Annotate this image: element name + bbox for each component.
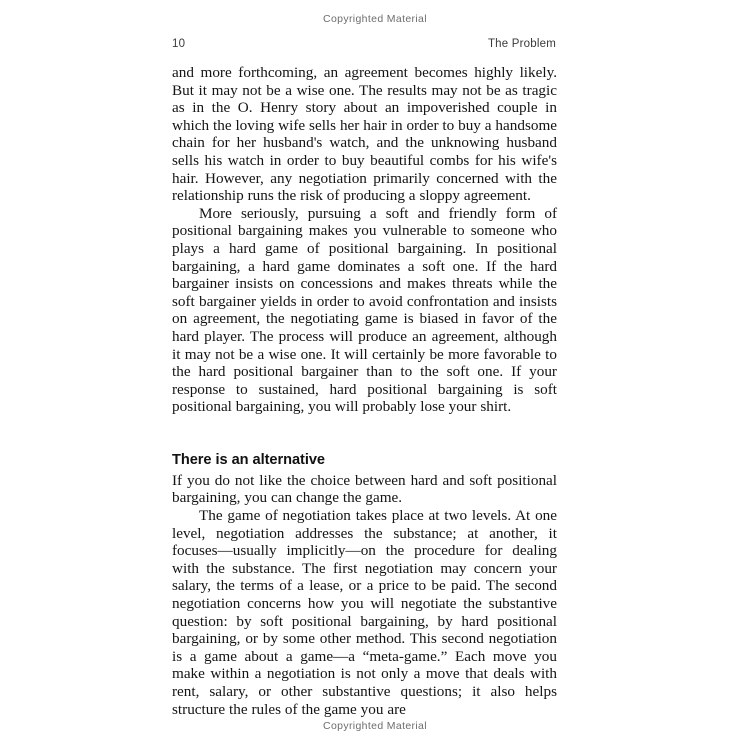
heading-spacer — [172, 416, 557, 451]
copyright-watermark-bottom: Copyrighted Material — [323, 720, 427, 732]
copyright-watermark-top: Copyrighted Material — [323, 13, 427, 25]
paragraph-if-you-do-not-like: If you do not like the choice between hard and soft positional bargaining, you can change the game. — [172, 471, 557, 507]
running-head — [172, 38, 556, 50]
paragraph-game-of-negotiation: The game of negotiation takes place at two levels. At one level, negotiation addresses the substance; at another, it focuses—usually implicitly—on the procedure for dealing with the substance. The first negotiation may concern your salary, the terms of a lease, or a price to be paid. The second negotiation concerns how you will negotiate the substantive question: by soft positional bargaining, by hard positional bargaining, or by some other method. This second negotiation is a game about a game—a “meta-game.” Each move you make within a negotiation is not only a move that deals with rent, salary, or other substantive questions; it also helps structure the rules of the game you are — [172, 507, 557, 718]
text-column — [172, 64, 557, 718]
chapter-title: The Problem — [487, 38, 556, 50]
paragraph-more-seriously: More seriously, pursuing a soft and friendly form of positional bargaining makes you vulnerable to someone who plays a hard game of positional bargaining. In positional bargaining, a hard game dominates a soft one. If the hard bargainer insists on concessions and makes threats while the soft bargainer yields in order to avoid confrontation and insists on agreement, the negotiating game is biased in favor of the hard player. The process will produce an agreement, although it may not be a wise one. It will certainly be more favorable to the hard positional bargainer than to the soft one. If your response to sustained, hard positional bargaining is soft positional bargaining, you will probably lose your shirt. — [172, 204, 557, 416]
paragraph-continuation: and more forthcoming, an agreement becomes highly likely. But it may not be a wise one. The results may not be as tragic as in the O. Henry story about an impoverished couple in which the loving wife sells her hair in order to buy a handsome chain for her husband's watch, and the unknowing husband sells his watch in order to buy beautiful combs for his wife's hair. However, any negotiation primarily concerned with the relationship runs the risk of producing a sloppy agreement. — [172, 64, 558, 205]
page-number: 10 — [172, 38, 186, 50]
section-heading-there-is-an-alternative: There is an alternative — [172, 451, 325, 468]
